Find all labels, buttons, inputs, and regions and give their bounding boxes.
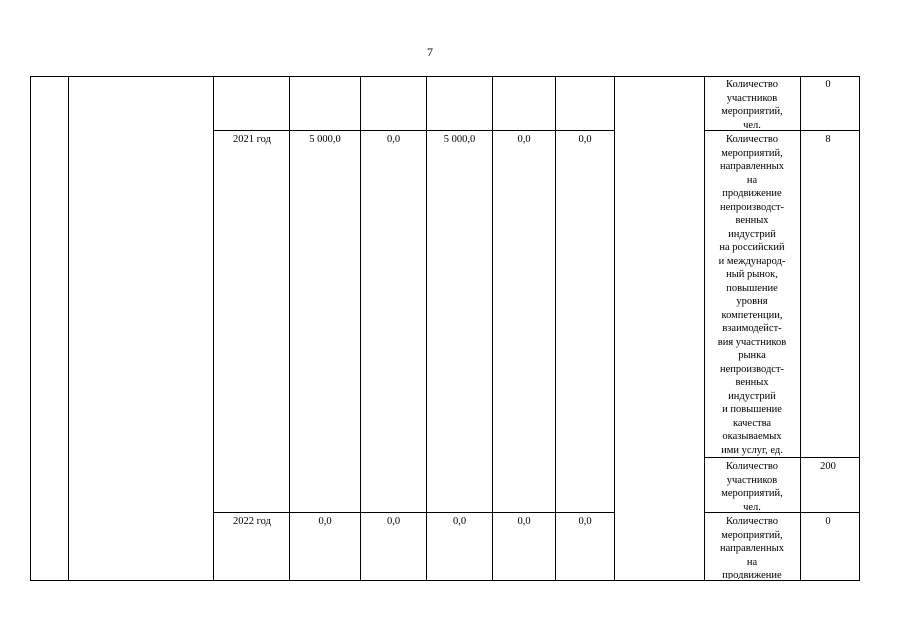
table-top-border — [30, 76, 860, 77]
col-border — [614, 76, 615, 581]
value-cell: 0,0 — [578, 134, 592, 145]
indicator-value: 0 — [825, 79, 831, 90]
col-border — [213, 76, 214, 581]
value-cell: 0,0 — [452, 516, 467, 527]
indicator-text: Количество мероприятий, направленных на продвижение непроизводст- венных индустрий на российский и международ- ный рынок, повышение уровня компетенции, взаимодейст- вия участников рынка непроизводст- венных индустрий и повышение качества оказываемых ими услуг, ед. — [717, 134, 787, 456]
col-border — [68, 76, 69, 581]
year-label: 2022 год — [233, 516, 271, 527]
col-border — [859, 76, 860, 581]
indicator-text: Количество участников мероприятий, чел. — [721, 461, 783, 513]
indicator-value: 0 — [825, 516, 831, 527]
year-label: 2021 год — [233, 134, 271, 145]
value-cell: 5 000,0 — [443, 134, 476, 145]
col-border — [30, 76, 31, 581]
col-border — [555, 76, 556, 581]
value-cell: 0,0 — [578, 516, 592, 527]
indicator-text: Количество мероприятий, направленных на продвижение — [720, 516, 784, 579]
indicator-value: 8 — [825, 134, 831, 145]
indicator-text: Количество участников мероприятий, чел. — [721, 79, 783, 131]
col-border — [426, 76, 427, 581]
value-cell: 0,0 — [386, 516, 401, 527]
value-cell: 0,0 — [318, 516, 332, 527]
value-cell: 0,0 — [517, 134, 531, 145]
table-bottom-border — [30, 580, 860, 581]
col-border — [492, 76, 493, 581]
col-border — [289, 76, 290, 581]
row-separator — [213, 130, 615, 131]
value-cell: 0,0 — [517, 516, 531, 527]
page-number: 7 — [427, 45, 433, 59]
indicator-value: 200 — [820, 461, 836, 472]
col-border — [704, 76, 705, 581]
col-border — [360, 76, 361, 581]
col-border — [800, 76, 801, 581]
value-cell: 5 000,0 — [309, 134, 341, 145]
value-cell: 0,0 — [386, 134, 401, 145]
indicator-separator — [704, 457, 860, 458]
row-separator — [213, 512, 615, 513]
